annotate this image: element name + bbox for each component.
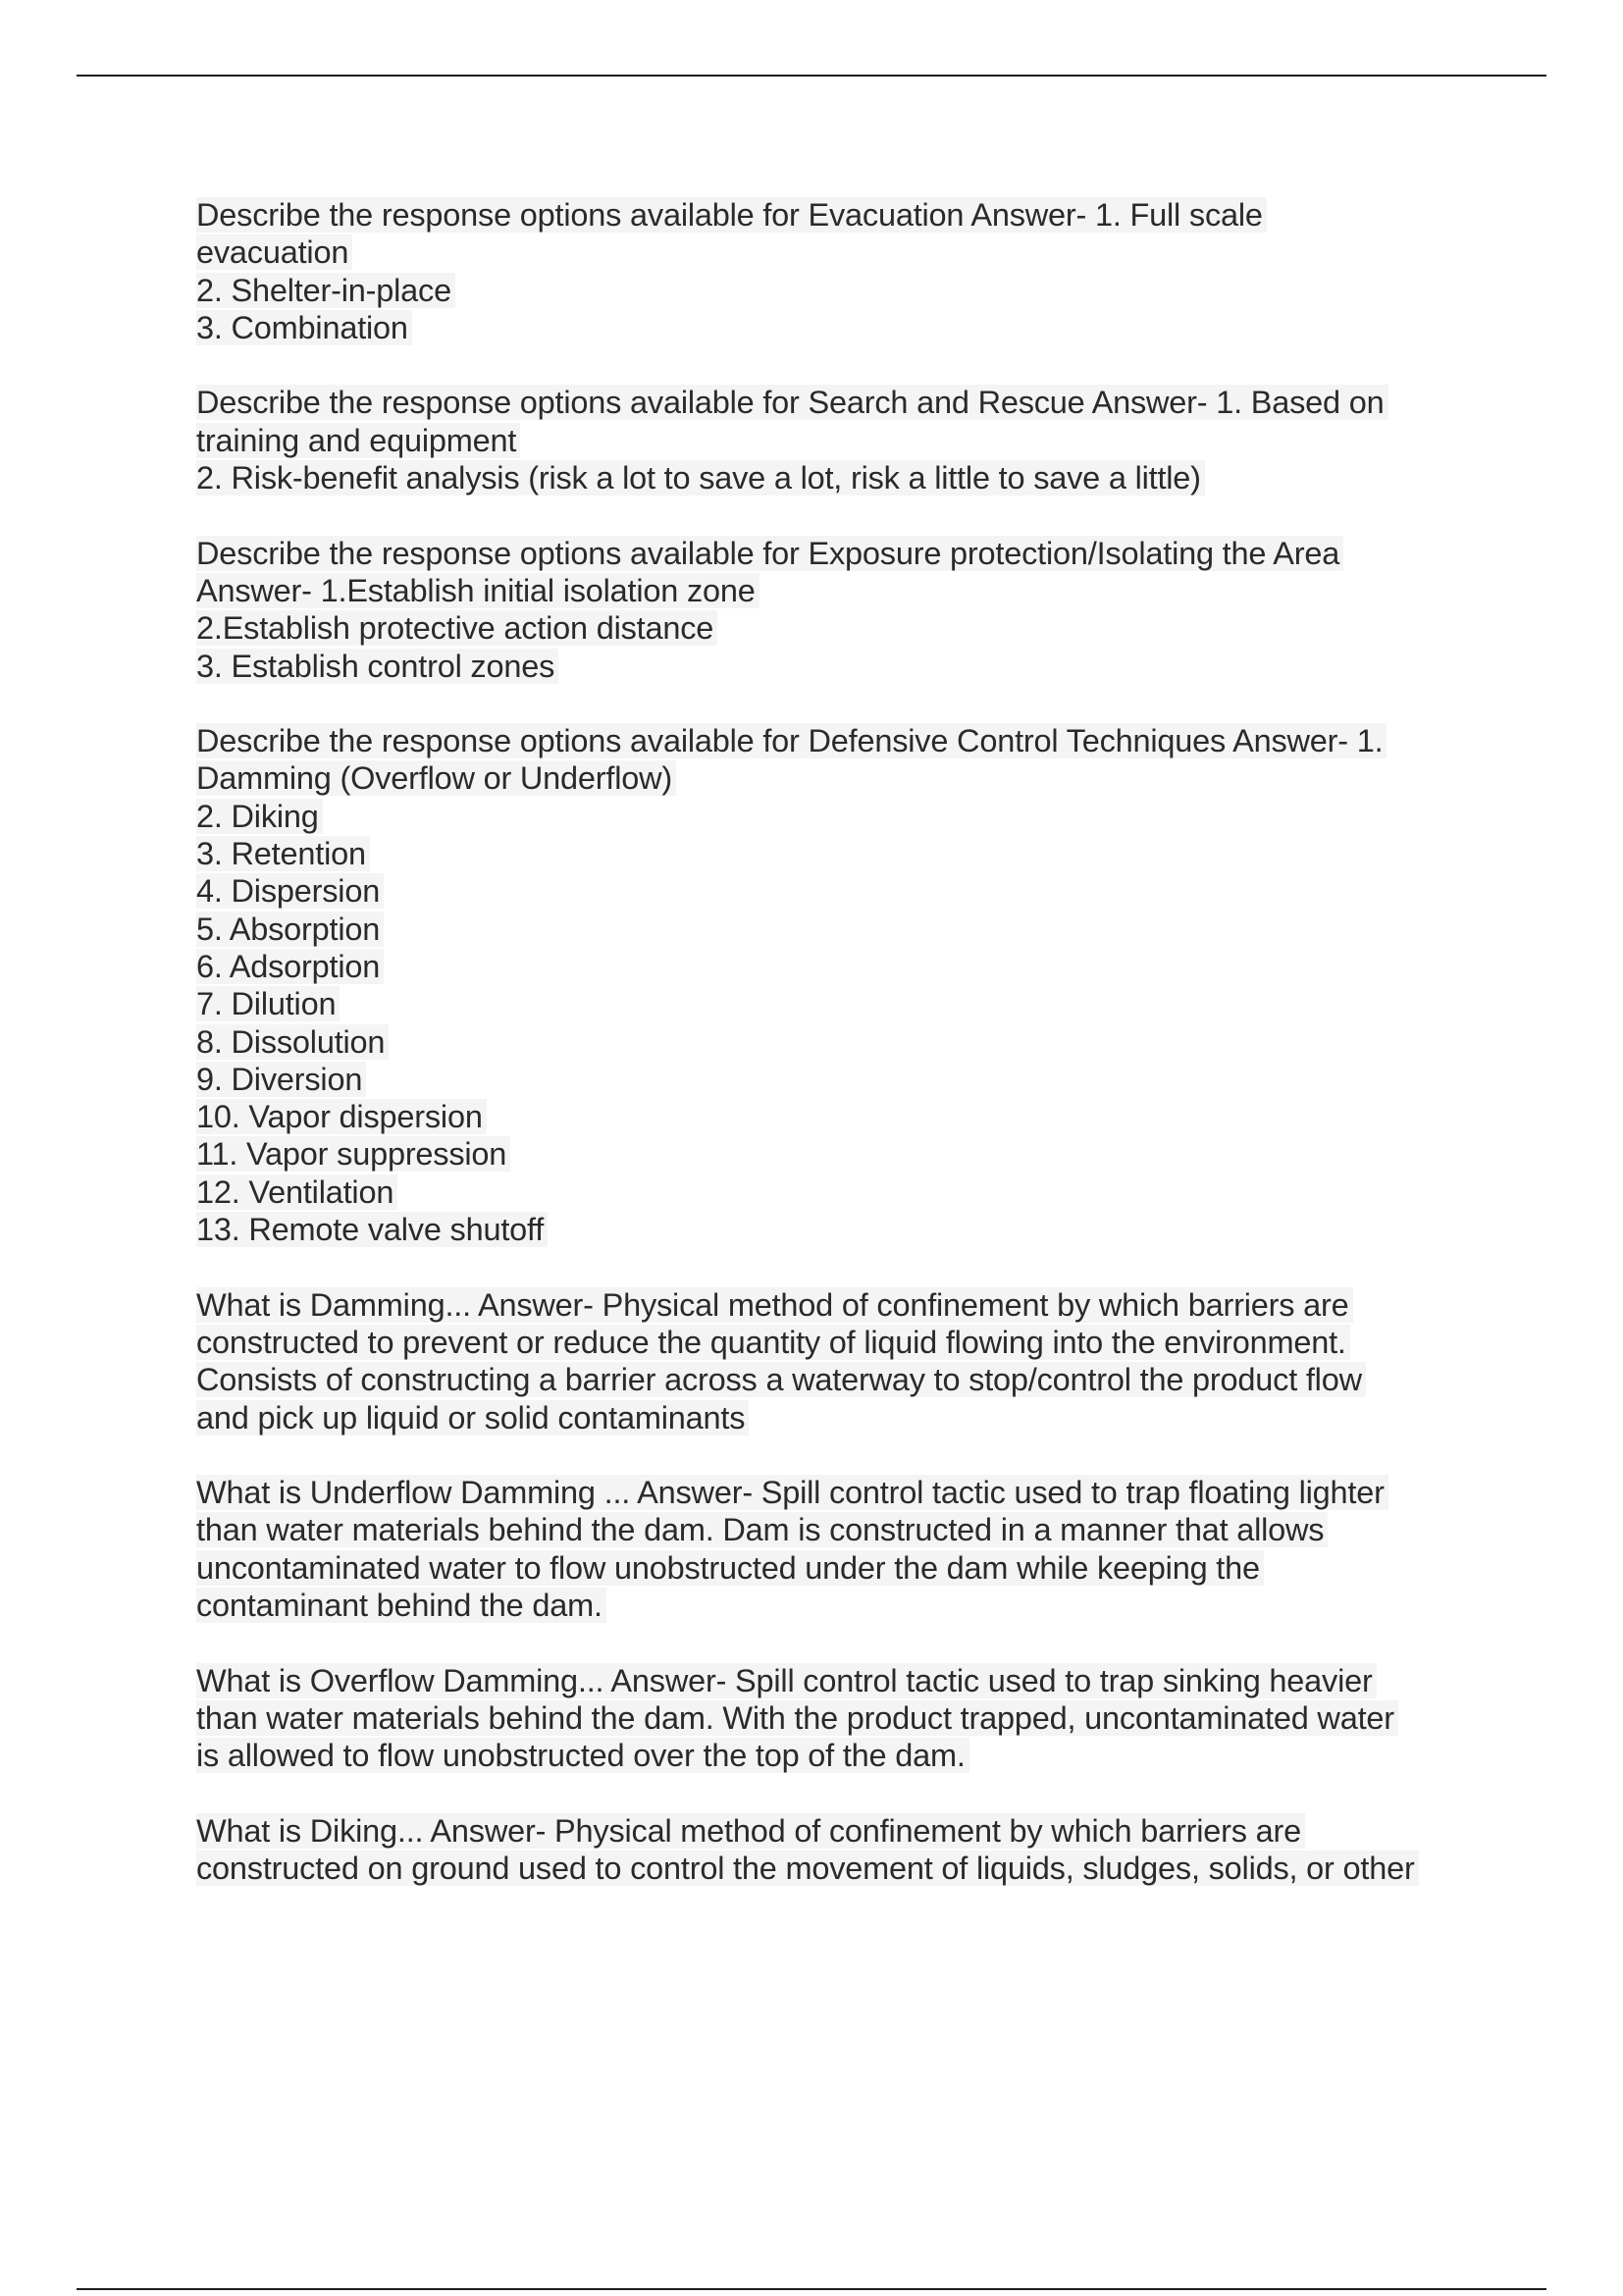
text-line-content: 7. Dilution [196,986,340,1021]
text-line [196,759,1492,797]
text-line [196,1850,1492,1887]
text-line [196,948,1492,985]
text-line-content: Describe the response options available for Defensive Control Techniques Answer- 1. [196,723,1387,758]
text-line-content: Describe the response options available for Exposure protection/Isolating the Area [196,536,1343,571]
text-line [196,572,1492,609]
text-line [196,1662,1492,1699]
text-line-content: constructed on ground used to control the movement of liquids, sludges, solids, or other [196,1851,1419,1886]
text-line-content: Damming (Overflow or Underflow) [196,760,676,796]
text-line-content: Describe the response options available for Evacuation Answer- 1. Full scale [196,197,1267,233]
text-line-content: Describe the response options available for Search and Rescue Answer- 1. Based on [196,385,1388,420]
text-line [196,1511,1492,1548]
text-line-content: 13. Remote valve shutoff [196,1212,548,1247]
bottom-rule [77,2288,1546,2290]
text-line [196,1286,1492,1324]
text-line-content: than water materials behind the dam. With the product trapped, uncontaminated water [196,1700,1398,1736]
text-line [196,1587,1492,1624]
text-line [196,872,1492,910]
text-line [196,1174,1492,1211]
text-line [196,985,1492,1022]
text-line-content: uncontaminated water to flow unobstructed under the dam while keeping the [196,1550,1264,1586]
text-line [196,1737,1492,1774]
text-line [196,835,1492,872]
text-line-content: 2. Diking [196,799,323,834]
text-line [196,1324,1492,1361]
text-line-content: than water materials behind the dam. Dam is constructed in a manner that allows [196,1512,1328,1547]
text-line [196,609,1492,647]
text-line-content: 5. Absorption [196,912,384,947]
text-line [196,309,1492,346]
text-line [196,1699,1492,1737]
qa-block-evacuation [196,196,1492,346]
text-line-content: 10. Vapor dispersion [196,1099,487,1134]
text-line [196,1399,1492,1436]
text-line [196,1549,1492,1587]
text-line [196,272,1492,309]
text-line [196,1135,1492,1173]
text-line-content: training and equipment [196,423,520,458]
qa-block-search-rescue [196,384,1492,496]
text-line-content: Consists of constructing a barrier across a waterway to stop/control the product flow [196,1362,1366,1397]
text-line-content: 4. Dispersion [196,873,384,909]
text-line [196,1361,1492,1398]
text-line [196,1098,1492,1135]
top-rule [77,75,1546,77]
qa-block-underflow-damming [196,1474,1492,1624]
text-line [196,196,1492,234]
text-line-content: 2. Risk-benefit analysis (risk a lot to save a lot, risk a little to save a little) [196,460,1205,496]
text-line [196,234,1492,271]
text-line-content: constructed to prevent or reduce the quantity of liquid flowing into the environment. [196,1325,1350,1360]
text-line [196,459,1492,496]
text-line [196,648,1492,685]
text-line-content: and pick up liquid or solid contaminants [196,1400,749,1435]
qa-block-overflow-damming [196,1662,1492,1775]
text-line [196,1023,1492,1061]
text-line-content: 3. Establish control zones [196,649,558,684]
text-line [196,384,1492,421]
text-line-content: 3. Combination [196,310,412,345]
document-body [196,196,1492,1925]
text-line [196,1474,1492,1511]
text-line-content: What is Overflow Damming... Answer- Spill control tactic used to trap sinking heavier [196,1663,1377,1698]
text-line-content: Answer- 1.Establish initial isolation zone [196,573,759,608]
text-line-content: What is Underflow Damming ... Answer- Spill control tactic used to trap floating lighter [196,1475,1388,1510]
text-line [196,422,1492,459]
text-line-content: is allowed to flow unobstructed over the top of the dam. [196,1738,969,1773]
text-line [196,535,1492,572]
text-line [196,1211,1492,1248]
text-line-content: contaminant behind the dam. [196,1588,606,1623]
text-line-content: 6. Adsorption [196,949,384,984]
qa-block-diking [196,1812,1492,1888]
qa-block-damming [196,1286,1492,1436]
text-line [196,1061,1492,1098]
text-line [196,1812,1492,1850]
text-line-content: evacuation [196,235,352,270]
text-line-content: 11. Vapor suppression [196,1136,510,1172]
text-line [196,911,1492,948]
text-line-content: 3. Retention [196,836,370,871]
qa-block-defensive-control [196,722,1492,1248]
text-line [196,798,1492,835]
text-line-content: 2. Shelter-in-place [196,273,455,308]
text-line-content: 2.Establish protective action distance [196,610,717,646]
text-line-content: What is Damming... Answer- Physical method of confinement by which barriers are [196,1287,1353,1323]
text-line [196,722,1492,759]
text-line-content: 8. Dissolution [196,1024,389,1060]
text-line-content: What is Diking... Answer- Physical method of confinement by which barriers are [196,1813,1305,1849]
text-line-content: 9. Diversion [196,1062,366,1097]
qa-block-exposure-protection [196,535,1492,685]
text-line-content: 12. Ventilation [196,1174,397,1210]
